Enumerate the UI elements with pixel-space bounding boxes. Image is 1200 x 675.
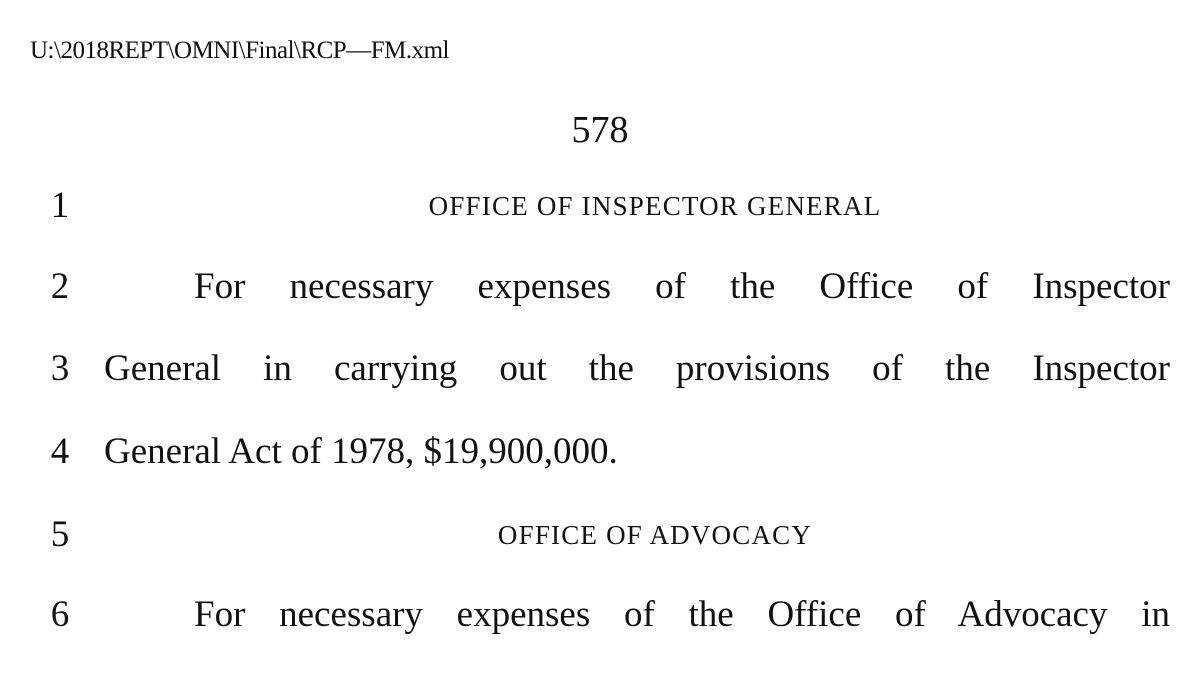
line-number: 4	[50, 431, 70, 472]
line-number: 3	[50, 348, 70, 389]
section-heading: OFFICE OF INSPECTOR GENERAL	[428, 191, 882, 221]
bill-line	[0, 585, 1200, 645]
line-number: 2	[50, 266, 70, 307]
page-number: 578	[571, 109, 629, 151]
line-text: For necessary expenses of the Office of Advocacy in	[194, 594, 1170, 635]
line-text: General Act of 1978, $19,900,000.	[104, 431, 618, 472]
bill-line	[0, 257, 1200, 317]
line-text: General in carrying out the provisions of the Inspector	[104, 348, 1170, 389]
section-heading: OFFICE OF ADVOCACY	[497, 520, 813, 550]
line-number: 1	[50, 185, 70, 226]
file-path-header: U:\2018REPT\OMNI\Final\RCP—FM.xml	[30, 37, 449, 64]
bill-line	[0, 505, 1200, 565]
line-number: 6	[50, 594, 70, 635]
bill-line	[0, 422, 1200, 482]
bill-line	[0, 339, 1200, 399]
line-text: For necessary expenses of the Office of Inspector	[194, 266, 1170, 307]
bill-line	[0, 176, 1200, 236]
line-number: 5	[50, 514, 70, 555]
